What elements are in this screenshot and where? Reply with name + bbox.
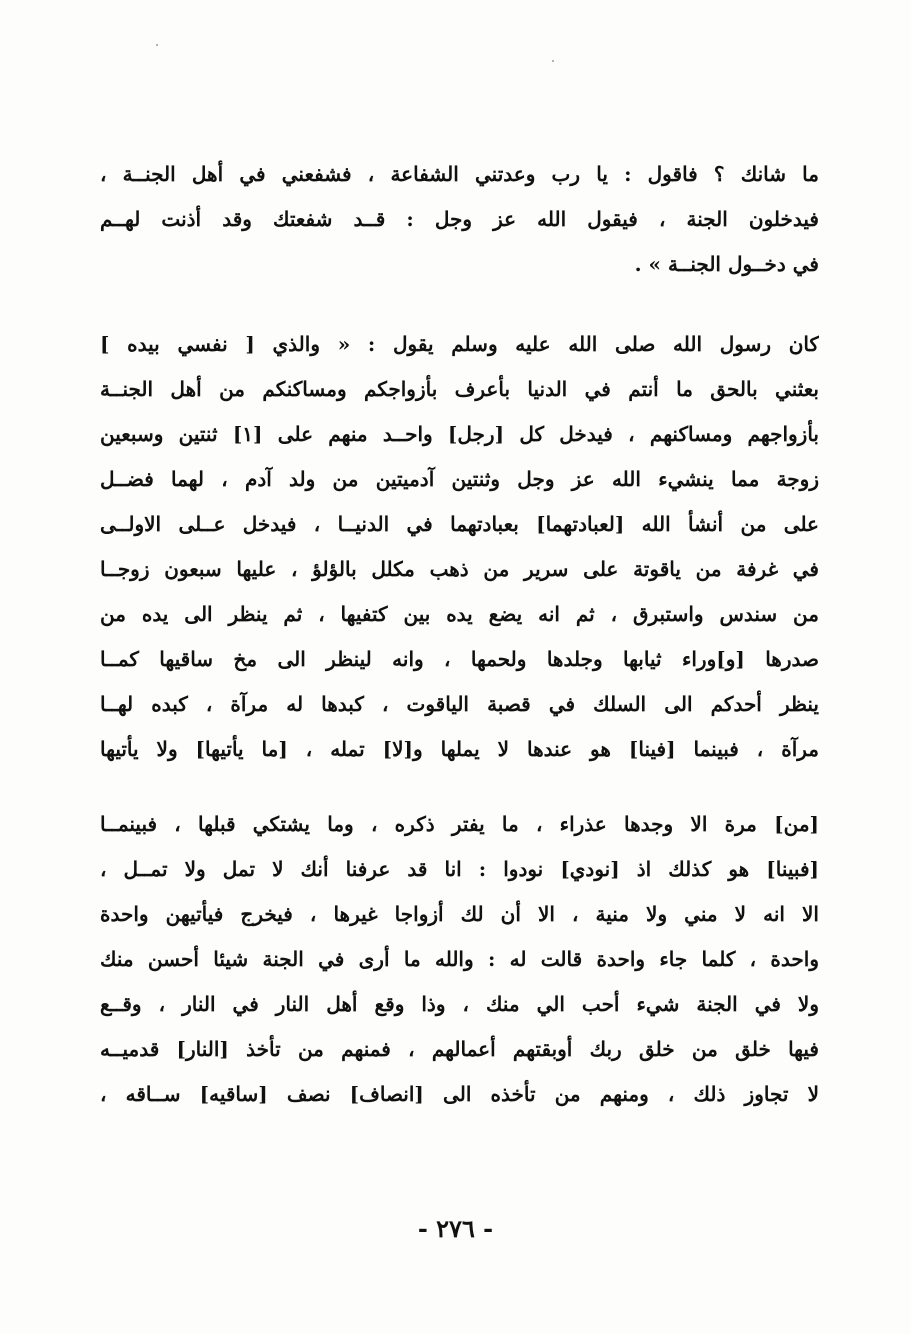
paragraph-2 bbox=[100, 322, 819, 772]
text-line: صدرها [و]وراء ثيابها وجلدها ولحمها ، وانه لينظر الى مخ ساقيها كمــا bbox=[100, 647, 819, 671]
text-line: كان رسول الله صلى الله عليه وسلم يقول : « والذي [ نفسي بيده ] bbox=[100, 332, 819, 356]
text-line: ولا في الجنة شيء أحب الي منك ، وذا وقع أهل النار في النار ، وقــع bbox=[100, 992, 819, 1016]
paragraph-3 bbox=[100, 802, 819, 1117]
scan-speck bbox=[156, 44, 158, 46]
text-line: [من] مرة الا وجدها عذراء ، ما يفتر ذكره ، وما يشتكي قبلها ، فبينمــا bbox=[100, 812, 819, 836]
text-line: الا انه لا مني ولا منية ، الا أن لك أزواجا غيرها ، فيخرج فيأتيهن واحدة bbox=[100, 902, 819, 926]
text-line: بأزواجهم ومساكنهم ، فيدخل كل [رجل] واحــد منهم على [١] ثنتين وسبعين bbox=[100, 422, 819, 446]
text-line: واحدة ، كلما جاء واحدة قالت له : والله ما أرى في الجنة شيئا أحسن منك bbox=[100, 947, 819, 971]
text-line: لا تجاوز ذلك ، ومنهم من تأخذه الى [انصاف] نصف [ساقيه] ســاقه ، bbox=[100, 1082, 819, 1106]
text-line: ما شانك ؟ فاقول : يا رب وعدتني الشفاعة ، فشفعني في أهل الجنــة ، bbox=[100, 162, 819, 186]
text-line: مرآة ، فبينما [فينا] هو عندها لا يملها و[لا] تمله ، [ما يأتيها] ولا يأتيها bbox=[100, 737, 819, 761]
scan-speck bbox=[552, 60, 554, 62]
paragraph-1 bbox=[100, 152, 819, 287]
text-line: في غرفة من ياقوتة على سرير من ذهب مكلل بالؤلؤ ، عليها سبعون زوجــا bbox=[100, 557, 819, 581]
text-line: [فبينا] هو كذلك اذ [نودي] نودوا : انا قد عرفنا أنك لا تمل ولا تمــل ، bbox=[100, 857, 819, 881]
text-line: على من أنشأ الله [لعبادتهما] بعبادتهما في الدنيــا ، فيدخل عــلى الاولــى bbox=[100, 512, 819, 536]
text-line: في دخــول الجنــة » . bbox=[634, 252, 819, 276]
text-line: زوجة مما ينشيء الله عز وجل وثنتين آدميتين من ولد آدم ، لهما فضــل bbox=[100, 467, 819, 491]
text-line: فيدخلون الجنة ، فيقول الله عز وجل : قــد شفعتك وقد أذنت لهــم bbox=[100, 207, 819, 231]
page-number: - ٢٧٦ - bbox=[417, 1214, 494, 1243]
text-line: ينظر أحدكم الى السلك في قصبة الياقوت ، كبدها له مرآة ، كبده لهــا bbox=[100, 692, 819, 716]
text-line: بعثني بالحق ما أنتم في الدنيا بأعرف بأزواجكم ومساكنكم من أهل الجنــة bbox=[100, 377, 819, 401]
text-line: من سندس واستبرق ، ثم انه يضع يده بين كتفيها ، ثم ينظر الى يده من bbox=[100, 602, 819, 626]
text-line: فيها خلق من خلق ربك أوبقتهم أعمالهم ، فمنهم من تأخذ [النار] قدميــه bbox=[100, 1037, 819, 1061]
